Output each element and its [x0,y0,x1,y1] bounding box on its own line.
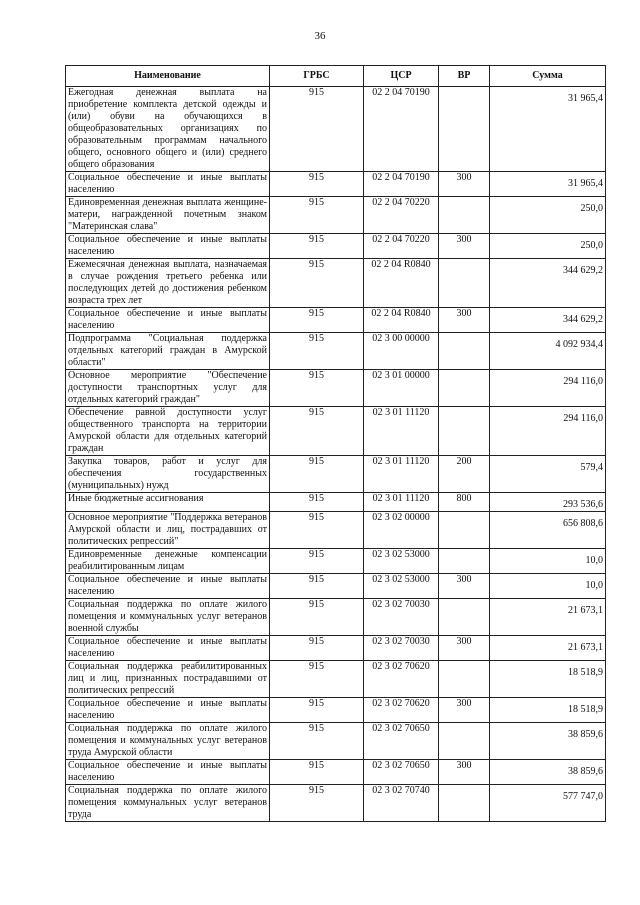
cell-vr [439,259,490,308]
sum-value: 10,0 [585,580,603,591]
header-row [66,66,606,87]
sum-value: 10,0 [585,555,603,566]
cell-name: Социальное обеспечение и иные выплаты населению [66,698,270,723]
header-sum: Сумма [490,66,606,87]
cell-name: Иные бюджетные ассигнования [66,493,270,512]
cell-name: Социальная поддержка по оплате жилого помещения и коммунальных услуг ветеранов труда Амурской области [66,723,270,760]
cell-csr: 02 2 04 70220 [364,197,439,234]
cell-grbs: 915 [270,493,364,512]
cell-sum [490,333,606,370]
cell-sum [490,308,606,333]
cell-vr [439,785,490,822]
sum-value: 31 965,4 [568,93,603,104]
cell-grbs: 915 [270,407,364,456]
cell-grbs: 915 [270,723,364,760]
cell-csr: 02 3 01 00000 [364,370,439,407]
cell-grbs: 915 [270,661,364,698]
cell-name: Социальное обеспечение и иные выплаты населению [66,234,270,259]
table-row [66,636,606,661]
cell-vr [439,661,490,698]
cell-csr: 02 3 02 70620 [364,661,439,698]
cell-sum [490,456,606,493]
cell-name: Основное мероприятие "Обеспечение доступности транспортных услуг для отдельных категорий граждан" [66,370,270,407]
sum-value: 18 518,9 [568,667,603,678]
sum-value: 38 859,6 [568,766,603,777]
cell-csr: 02 2 04 70190 [364,87,439,172]
table-row [66,234,606,259]
cell-vr: 300 [439,636,490,661]
sum-value: 579,4 [580,462,603,473]
sum-value: 294 116,0 [563,413,603,424]
cell-vr: 300 [439,760,490,785]
header-grbs: ГРБС [270,66,364,87]
table-row [66,87,606,172]
cell-vr: 200 [439,456,490,493]
budget-table [65,65,606,822]
cell-csr: 02 2 04 70220 [364,234,439,259]
cell-vr [439,87,490,172]
cell-sum [490,549,606,574]
table-body [66,87,606,822]
cell-vr [439,407,490,456]
cell-vr: 300 [439,308,490,333]
page-number: 36 [314,30,326,42]
cell-sum [490,370,606,407]
cell-vr: 300 [439,574,490,599]
cell-name: Ежемесячная денежная выплата, назначаемая в случае рождения третьего ребенка или последующих детей до достижения ребенком возраста трех лет [66,259,270,308]
table-row [66,333,606,370]
table-row [66,172,606,197]
cell-sum [490,87,606,172]
cell-vr: 300 [439,698,490,723]
table-row [66,760,606,785]
table-row [66,661,606,698]
cell-name: Социальная поддержка по оплате жилого помещения коммунальных услуг ветеранов труда [66,785,270,822]
cell-sum [490,698,606,723]
cell-csr: 02 3 01 11120 [364,456,439,493]
cell-sum [490,760,606,785]
cell-vr [439,512,490,549]
cell-vr [439,723,490,760]
table-row [66,512,606,549]
cell-sum [490,661,606,698]
table-header [66,66,606,87]
sum-value: 18 518,9 [568,704,603,715]
sum-value: 293 536,6 [563,499,603,510]
cell-grbs: 915 [270,599,364,636]
cell-grbs: 915 [270,636,364,661]
cell-name: Социальное обеспечение и иные выплаты населению [66,760,270,785]
cell-csr: 02 2 04 R0840 [364,259,439,308]
cell-grbs: 915 [270,87,364,172]
cell-name: Единовременная денежная выплата женщине-матери, награжденной почетным знаком "Материнская слава" [66,197,270,234]
cell-csr: 02 2 04 70190 [364,172,439,197]
sum-value: 21 673,1 [568,605,603,616]
sum-value: 38 859,6 [568,729,603,740]
cell-grbs: 915 [270,333,364,370]
cell-sum [490,723,606,760]
cell-vr [439,549,490,574]
table-row [66,407,606,456]
cell-name: Ежегодная денежная выплата на приобретение комплекта детской одежды и (или) обуви на обучающихся в общеобразовательных организациях по образовательным программам начального общего, основного общего и (или) среднего общего образования [66,87,270,172]
sum-value: 4 092 934,4 [555,339,603,350]
cell-sum [490,172,606,197]
cell-csr: 02 3 02 70650 [364,723,439,760]
cell-sum [490,407,606,456]
cell-csr: 02 3 02 53000 [364,549,439,574]
cell-name: Закупка товаров, работ и услуг для обеспечения государственных (муниципальных) нужд [66,456,270,493]
cell-vr: 800 [439,493,490,512]
table-row [66,370,606,407]
cell-grbs: 915 [270,698,364,723]
cell-name: Социальная поддержка по оплате жилого помещения и коммунальных услуг ветеранов военной службы [66,599,270,636]
cell-grbs: 915 [270,234,364,259]
sum-value: 21 673,1 [568,642,603,653]
cell-grbs: 915 [270,197,364,234]
cell-name: Основное мероприятие "Поддержка ветеранов Амурской области и лиц, пострадавших от политических репрессий" [66,512,270,549]
sum-value: 344 629,2 [563,314,603,325]
table-row [66,574,606,599]
sum-value: 656 808,6 [563,518,603,529]
cell-csr: 02 3 02 00000 [364,512,439,549]
header-vr: ВР [439,66,490,87]
cell-sum [490,785,606,822]
cell-csr: 02 3 02 53000 [364,574,439,599]
cell-grbs: 915 [270,785,364,822]
cell-sum [490,493,606,512]
cell-sum [490,259,606,308]
cell-grbs: 915 [270,512,364,549]
cell-csr: 02 3 01 11120 [364,407,439,456]
cell-vr: 300 [439,234,490,259]
cell-grbs: 915 [270,259,364,308]
table-row [66,197,606,234]
sum-value: 294 116,0 [563,376,603,387]
cell-grbs: 915 [270,574,364,599]
table-row [66,308,606,333]
table-row [66,698,606,723]
cell-name: Обеспечение равной доступности услуг общественного транспорта на территории Амурской области для отдельных категорий граждан [66,407,270,456]
cell-vr [439,197,490,234]
cell-sum [490,599,606,636]
sum-value: 344 629,2 [563,265,603,276]
header-csr: ЦСР [364,66,439,87]
cell-name: Единовременные денежные компенсации реабилитированным лицам [66,549,270,574]
cell-csr: 02 3 02 70620 [364,698,439,723]
cell-csr: 02 3 02 70740 [364,785,439,822]
table-row [66,456,606,493]
cell-vr [439,333,490,370]
cell-grbs: 915 [270,308,364,333]
cell-grbs: 915 [270,760,364,785]
header-name: Наименование [66,66,270,87]
cell-csr: 02 3 02 70030 [364,636,439,661]
cell-name: Социальное обеспечение и иные выплаты населению [66,636,270,661]
cell-sum [490,234,606,259]
cell-vr [439,599,490,636]
table-row [66,493,606,512]
sum-value: 250,0 [580,240,603,251]
cell-sum [490,512,606,549]
cell-grbs: 915 [270,456,364,493]
table-row [66,259,606,308]
table-row [66,599,606,636]
cell-name: Социальное обеспечение и иные выплаты населению [66,574,270,599]
cell-grbs: 915 [270,370,364,407]
table-row [66,549,606,574]
cell-grbs: 915 [270,172,364,197]
cell-sum [490,636,606,661]
cell-csr: 02 3 01 11120 [364,493,439,512]
cell-csr: 02 2 04 R0840 [364,308,439,333]
cell-csr: 02 3 02 70650 [364,760,439,785]
sum-value: 31 965,4 [568,178,603,189]
cell-sum [490,197,606,234]
cell-grbs: 915 [270,549,364,574]
table-row [66,785,606,822]
cell-name: Социальное обеспечение и иные выплаты населению [66,172,270,197]
cell-vr [439,370,490,407]
cell-csr: 02 3 00 00000 [364,333,439,370]
table-row [66,723,606,760]
cell-vr: 300 [439,172,490,197]
sum-value: 250,0 [580,203,603,214]
cell-name: Социальное обеспечение и иные выплаты населению [66,308,270,333]
cell-name: Подпрограмма "Социальная поддержка отдельных категорий граждан в Амурской области" [66,333,270,370]
cell-csr: 02 3 02 70030 [364,599,439,636]
cell-sum [490,574,606,599]
cell-name: Социальная поддержка реабилитированных лиц и лиц, признанных пострадавшими от политических репрессий [66,661,270,698]
sum-value: 577 747,0 [563,791,603,802]
